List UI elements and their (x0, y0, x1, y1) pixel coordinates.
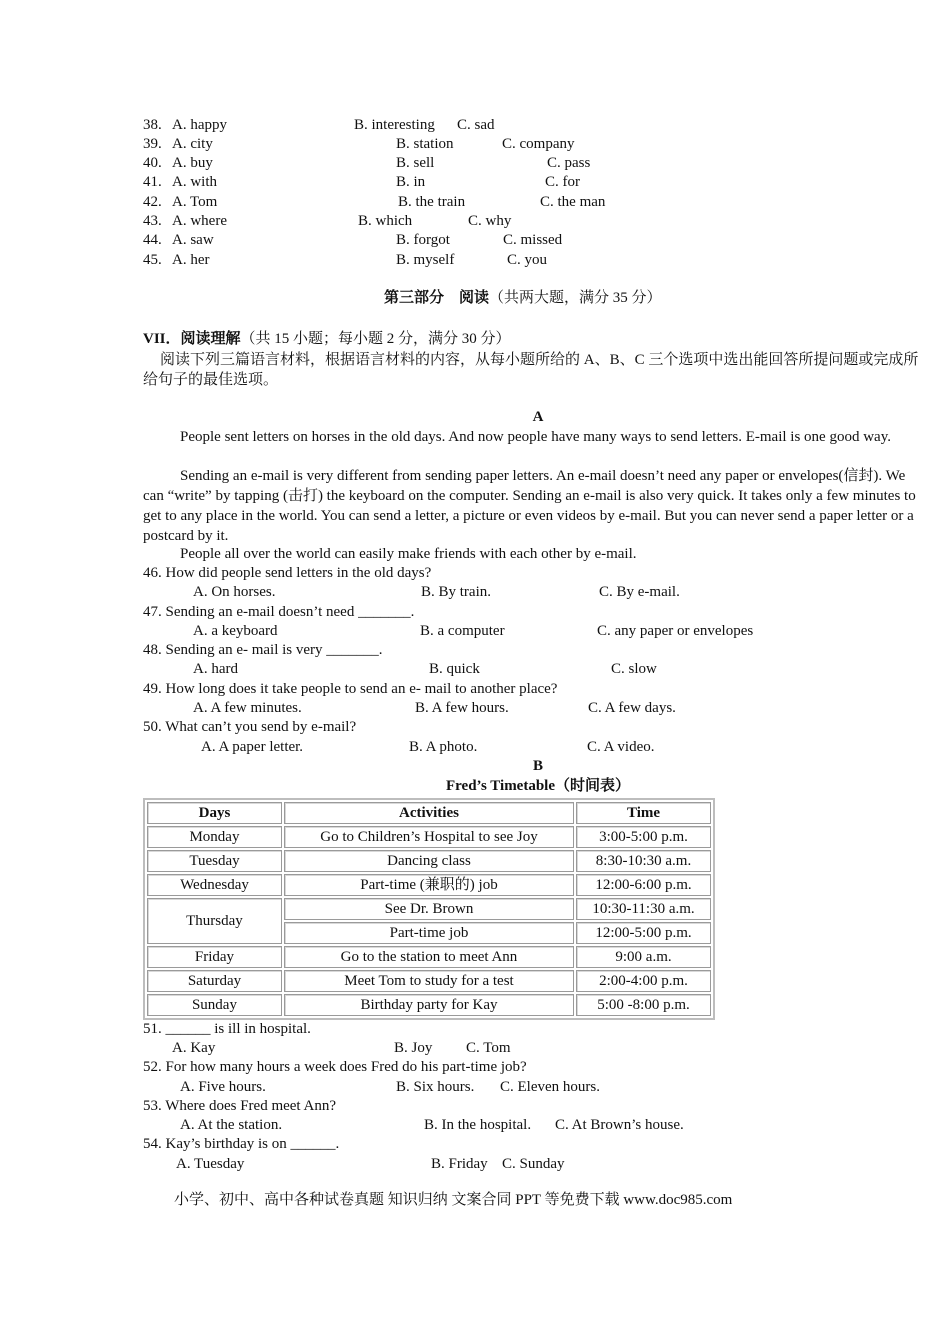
cell-day: Sunday (147, 994, 282, 1016)
passage-a-paragraph-3: People all over the world can easily make friends with each other by e-mail. (180, 546, 637, 562)
question-text: 52. For how many hours a week does Fred do his part-time job? (143, 1059, 527, 1075)
cell-day: Tuesday (147, 850, 282, 872)
table-row (147, 946, 711, 968)
option-c: C. sad (457, 117, 495, 133)
timetable (143, 798, 715, 1020)
cell-day: Monday (147, 826, 282, 848)
option-c: C. any paper or envelopes (597, 623, 754, 639)
option-a: A. On horses. (193, 584, 276, 600)
table-header-row (147, 802, 711, 824)
cell-activity: Birthday party for Kay (284, 994, 574, 1016)
option-b: B. a computer (420, 623, 505, 639)
option-c: C. By e-mail. (599, 584, 680, 600)
option-a: A. hard (193, 661, 238, 677)
part3-title: 第三部分 阅读 (384, 290, 490, 306)
section7-heading (143, 330, 511, 349)
option-b: B. forgot (396, 232, 450, 248)
page-footer: 小学、初中、高中各种试卷真题 知识归纳 文案合同 PPT 等免费下载 www.doc985.com (174, 1192, 733, 1208)
option-b: B. Friday (431, 1156, 488, 1172)
option-c: C. Tom (466, 1040, 511, 1056)
part3-heading (384, 289, 662, 308)
question-text: 50. What can’t you send by e-mail? (143, 719, 357, 735)
cell-activity: Meet Tom to study for a test (284, 970, 574, 992)
option-num: 45. (143, 252, 162, 268)
cell-activity: Part-time (兼职的) job (284, 874, 574, 896)
question-text: 48. Sending an e- mail is very _______. (143, 642, 383, 658)
option-b: B. A photo. (409, 739, 478, 755)
option-c: C. At Brown’s house. (555, 1117, 684, 1133)
section7-title: VII．阅读理解 (143, 331, 241, 347)
option-a: A. her (172, 252, 210, 268)
option-c: C. Sunday (502, 1156, 565, 1172)
option-num: 42. (143, 194, 162, 210)
cell-time: 12:00-6:00 p.m. (576, 874, 711, 896)
option-num: 38. (143, 117, 162, 133)
option-b: B. station (396, 136, 454, 152)
option-a: A. buy (172, 155, 213, 171)
cell-time: 10:30-11:30 a.m. (576, 898, 711, 920)
option-num: 44. (143, 232, 162, 248)
option-b: B. the train (398, 194, 466, 210)
option-a: A. At the station. (180, 1117, 283, 1133)
header-days: Days (147, 802, 282, 824)
option-c: C. the man (540, 194, 606, 210)
option-b: B. sell (396, 155, 435, 171)
cell-time: 5:00 -8:00 p.m. (576, 994, 711, 1016)
question-text: 46. How did people send letters in the old days? (143, 565, 432, 581)
option-b: B. A few hours. (415, 700, 509, 716)
table-row (147, 850, 711, 872)
section7-note: （共 15 小题；每小题 2 分，满分 30 分） (240, 331, 511, 347)
option-a: A. with (172, 174, 217, 190)
option-c: C. slow (611, 661, 657, 677)
option-b: B. quick (429, 661, 480, 677)
question-text: 53. Where does Fred meet Ann? (143, 1098, 337, 1114)
cell-activity: See Dr. Brown (284, 898, 574, 920)
option-num: 39. (143, 136, 162, 152)
option-c: C. missed (503, 232, 563, 248)
option-c: C. pass (547, 155, 591, 171)
option-num: 41. (143, 174, 162, 190)
option-a: A. Five hours. (180, 1079, 266, 1095)
table-row (147, 826, 711, 848)
option-a: A. Tuesday (176, 1156, 245, 1172)
cell-day: Friday (147, 946, 282, 968)
option-c: C. for (545, 174, 580, 190)
table-row (147, 874, 711, 896)
cell-day: Thursday (147, 898, 282, 944)
option-a: A. where (172, 213, 227, 229)
table-row (147, 994, 711, 1016)
option-b: B. myself (396, 252, 455, 268)
cell-time: 8:30-10:30 a.m. (576, 850, 711, 872)
option-a: A. city (172, 136, 213, 152)
passage-a-paragraph-1: People sent letters on horses in the old days. And now people have many ways to send letters. E-mail is one good way. (180, 429, 891, 445)
cell-activity: Part-time job (284, 922, 574, 944)
cell-activity: Go to Children’s Hospital to see Joy (284, 826, 574, 848)
option-c: C. Eleven hours. (500, 1079, 600, 1095)
option-c: C. company (502, 136, 575, 152)
cell-time: 9:00 a.m. (576, 946, 711, 968)
question-text: 54. Kay’s birthday is on ______. (143, 1136, 340, 1152)
option-c: C. why (468, 213, 512, 229)
option-c: C. you (507, 252, 548, 268)
option-c: C. A few days. (588, 700, 676, 716)
header-time: Time (576, 802, 711, 824)
option-a: A. happy (172, 117, 227, 133)
table-row (147, 898, 711, 920)
cell-activity: Dancing class (284, 850, 574, 872)
passage-a-paragraph-2: Sending an e-mail is very different from sending paper letters. An e-mail doesn’t need any paper or envelopes(信封). We can “write” by tapping (击打) the keyboard on the computer. Sending an e-mail is also very quick. It takes only a few minutes to get to any place in the world. You can send a letter, a picture or even videos by e-mail. But you can never send a paper letter or a postcard by it. (143, 468, 916, 544)
cell-day: Wednesday (147, 874, 282, 896)
option-a: A. A few minutes. (193, 700, 302, 716)
option-b: B. In the hospital. (424, 1117, 532, 1133)
cell-time: 2:00-4:00 p.m. (576, 970, 711, 992)
cell-activity: Go to the station to meet Ann (284, 946, 574, 968)
option-a: A. a keyboard (193, 623, 278, 639)
header-activities: Activities (284, 802, 574, 824)
part3-note: （共两大题，满分 35 分） (489, 290, 662, 306)
option-b: B. Six hours. (396, 1079, 475, 1095)
option-a: A. Kay (172, 1040, 216, 1056)
option-b: B. interesting (354, 117, 435, 133)
passage-a-label: A (532, 409, 544, 425)
cell-time: 12:00-5:00 p.m. (576, 922, 711, 944)
option-b: B. in (396, 174, 426, 190)
section7-instruction: 阅读下列三篇语言材料，根据语言材料的内容，从每小题所给的 A、B、C 三个选项中选出能回答所提问题或完成所给句子的最佳选项。 (143, 352, 919, 388)
option-a: A. Tom (172, 194, 218, 210)
question-text: 51. ______ is ill in hospital. (143, 1021, 311, 1037)
option-b: B. Joy (394, 1040, 433, 1056)
timetable-title: Fred’s Timetable（时间表） (445, 778, 631, 794)
option-num: 43. (143, 213, 162, 229)
question-text: 47. Sending an e-mail doesn’t need _______. (143, 604, 415, 620)
option-c: C. A video. (587, 739, 655, 755)
option-a: A. saw (172, 232, 214, 248)
option-num: 40. (143, 155, 162, 171)
option-a: A. A paper letter. (201, 739, 304, 755)
cell-time: 3:00-5:00 p.m. (576, 826, 711, 848)
question-text: 49. How long does it take people to send an e- mail to another place? (143, 681, 558, 697)
table-row (147, 970, 711, 992)
option-b: B. By train. (421, 584, 491, 600)
passage-b-label: B (532, 758, 543, 774)
cell-day: Saturday (147, 970, 282, 992)
option-b: B. which (358, 213, 413, 229)
